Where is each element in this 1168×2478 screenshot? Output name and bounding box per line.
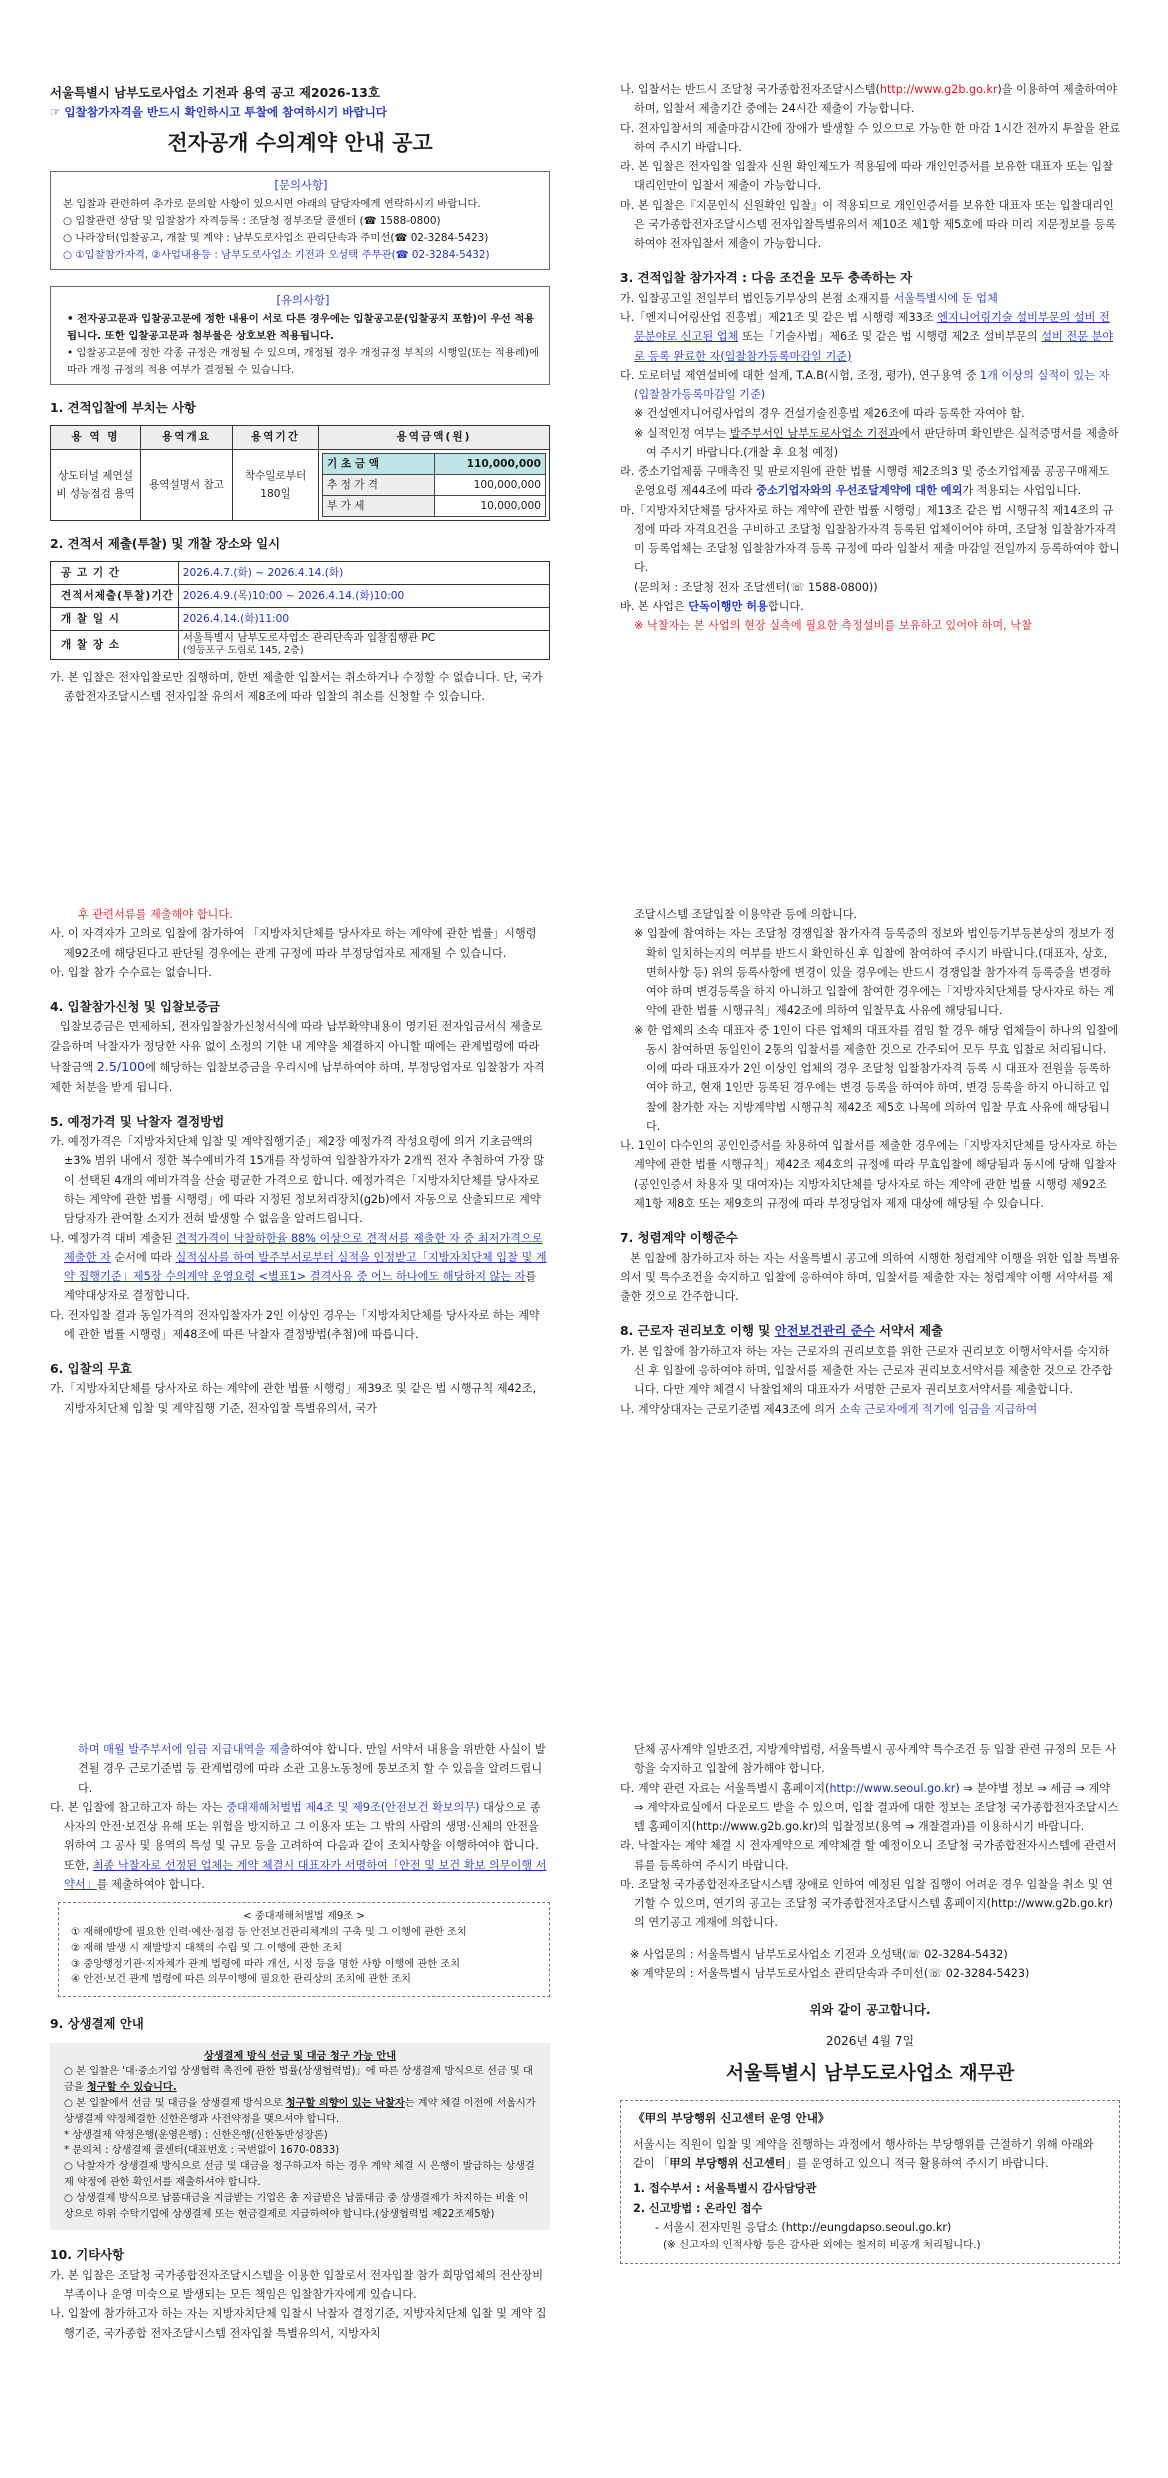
note-na-end: )을 이용하여 제출하여야 하며, 입찰서 제출기간 중에는 24시간 제출이 가능합니다. — [634, 83, 1117, 116]
s5-na — [50, 1229, 550, 1306]
safety-law-item: ③ 중앙행정기관·지자체가 관계 법령에 따라 개선, 시정 등을 명한 사항 이행에 관한 조치 — [71, 1958, 461, 1970]
s3-ba-text: 바. 본 사업은 — [620, 599, 689, 613]
s6-note1: ※ 입찰에 참여하는 자는 조달청 경쟁입찰 참가자격 등록증의 정보와 법인등기부등본상의 정보가 정확히 일치하는지의 여부를 반드시 확인하신 후 입찰에 참여하여 주시기 바랍니다.(대표자, 상호, 면허사항 등) 위의 등록사항에 변경이 있을 경우에는 반드시 경쟁입찰 참가자격 등록증을 변경하여야 하며 변경등록을 하지 아니하고 입찰에 참여한 경우에는「지방자치단체를 당사자로 하는 계약에 관한 법률 시행규칙」제42조에 의하여 입찰무효 사유에 해당됩니다. — [634, 927, 1115, 1018]
schedule-value — [178, 630, 549, 660]
s3-ga-text: 가. 입찰공고일 전일부터 법인등기부상의 본점 소재지를 — [620, 291, 894, 305]
price-table — [322, 453, 546, 518]
safety-law-box — [58, 1902, 550, 1997]
service-period: 착수일로부터 180일 — [233, 449, 319, 521]
winwin-text: ○ 본 입찰에서 선금 및 대금을 상생결제 방식으로 — [64, 2097, 286, 2109]
s4-rate: 2.5/100 — [96, 1058, 146, 1074]
s5-na-highlight: 견적가격이 낙찰하한율 88% 이상으로 견적서를 제출한 자 중 최저가격으로 제출한 자 — [64, 1231, 543, 1264]
s6-ga: 가.「지방자치단체를 당사자로 하는 계약에 관한 법률 시행령」제39조 및 같은 법 시행규칙 제42조, 지방자치단체 입찰 및 계약집행 기준, 전자입찰 특별유의서, 국가 — [50, 1382, 537, 1415]
s4-text2: 에 해당하는 입찰보증금을 우리시에 납부하여야 하며, 부정당업자로 입찰참가 자격제한 처분을 받게 됩니다. — [50, 1060, 545, 1094]
bid-notice: ☞ 입찰참가자격을 반드시 확인하시고 투찰에 참여하시기 바랍니다 — [50, 105, 388, 120]
s3-da-highlight: 1개 이상의 실적이 있는 자(입찰참가등록마감일 기준) — [634, 368, 1110, 402]
warning-continued: 후 관련서류를 제출해야 합니다. — [78, 908, 233, 921]
page2-left-column — [50, 905, 550, 1418]
section-10-title: 10. 기타사항 — [50, 2247, 125, 2263]
report-center-title: 《甲의 부당행위 신고센터 운영 안내》 — [633, 2110, 830, 2125]
col-header: 용 역 명 — [51, 425, 141, 449]
caution-row: • 전자공고문과 입찰공고문에 정한 내용이 서로 다른 경우에는 입찰공고문(입찰공지 포함)이 우선 적용됩니다. 또한 입찰공고문과 첨부물은 상호보완 적용됩니다. — [67, 312, 535, 342]
section-7-body: 본 입찰에 참가하고자 하는 자는 서울특별시 공고에 의하여 시행한 청렴계약 이행을 위한 입찰 특별유의서 및 특수조건을 숙지하고 입찰에 응하여야 하며, 입찰서를 제출한 자는 청렴계약 이행 서약서를 제출한 것으로 간주합니다. — [620, 1251, 1120, 1304]
safety-law-item: ① 재해예방에 필요한 인력·예산·점검 등 안전보건관리체계의 구축 및 그 이행에 관한 조치 — [71, 1926, 467, 1938]
s8-title-text2: 서약서 제출 — [874, 1323, 944, 1339]
s3-ma-contact: (문의처 : 조달청 전자 조달센터(☏ 1588-0800)) — [634, 580, 878, 594]
winwin-title: 상생결제 방식 선금 및 대금 청구 가능 안내 — [203, 2050, 397, 2062]
s10-ga: 가. 본 입찰은 조달청 국가종합전자조달시스템을 이용한 입찰로서 전자입찰 참가 희망업체의 전산장비 부족이나 운영 미숙으로 발생되는 모든 책임은 입찰참가자에게 있습니다. — [50, 2268, 544, 2302]
page1-left-column — [50, 82, 550, 707]
col-header: 용역개요 — [141, 425, 233, 449]
winwin-item: * 상생결제 약정은행(운영은행) : 신한은행(신한동반성장론) — [64, 2129, 328, 2141]
inquiry-title: [문의사항] — [274, 178, 328, 193]
safety-law-title: < 중대재해처벌법 제9조 > — [243, 1911, 365, 1923]
schedule-table — [50, 561, 550, 661]
col-header: 용역금액(원) — [319, 425, 550, 449]
report-privacy: (※ 신고자의 인적사항 등은 감사관 외에는 철저히 비공개 처리됩니다.) — [663, 2239, 981, 2252]
section-6-title: 6. 입찰의 무효 — [50, 1361, 132, 1377]
s3-da-text: 다. 도로터널 제연설비에 대한 설계, T.A.B(시험, 조정, 평가), 연구용역 중 — [620, 368, 980, 382]
schedule-label: 견적서제출(투찰)기간 — [51, 584, 179, 607]
s8-na-highlight: 소속 근로자에게 적기에 임금을 지급하여 — [839, 1402, 1038, 1416]
report-center-emph: 甲의 부당행위 신고센터 — [669, 2157, 786, 2171]
schedule-label: 개 찰 장 소 — [51, 630, 179, 660]
inquiry-row: ○ ①입찰참가자격, ②사업내용등 : 남부도로사업소 기전과 오성택 주무관(☎ 02-3284-5432) — [63, 248, 490, 261]
venue-address: (영등포구 도림로 145, 2층) — [182, 645, 304, 657]
caution-title: [유의사항] — [276, 293, 330, 308]
safety-law-item: ④ 안전·보건 관계 법령에 따른 의무이행에 필요한 관리상의 조치에 관한 조치 — [71, 1974, 411, 1986]
s10-da-text2: ) ⇒ 분야별 정보 ⇒ 세금 ⇒ 계약 ⇒ 계약자료실에서 다운로드 받을 수 있으며, 입찰 결과에 대한 정보는 조달청 국가종합전자조달시스템 홈페이지(http://www.g2b.go.kr)의 입찰정보(용역 ⇒ 개찰결과)를 이용하시기 바랍니다. — [634, 1781, 1119, 1834]
price-value: 10,000,000 — [434, 496, 546, 517]
report-center-text2: 」를 운영하고 있으니 적극 활용하여 주시기 바랍니다. — [785, 2157, 1049, 2171]
s3-na-text2: 또는「기술사법」제6조 및 같은 법 시행령 제2조 설비부문의 — [738, 330, 1042, 344]
s8-ga: 가. 본 입찰에 참가하고자 하는 자는 근로자의 권리보호를 위한 근로자 권리보호 이행서약서를 숙지하신 후 입찰에 응하여야 하며, 입찰서를 제출한 자는 근로자 권리보호서약서를 제출한 것으로 간주합니다. 다만 계약 체결시 낙찰업체의 대표자가 서명한 근로자 권리보호서약서를 제출합니다. — [620, 1344, 1113, 1397]
s3-da — [620, 366, 1120, 405]
s5-na-text: 나. 예정가격 대비 계출된 — [50, 1231, 176, 1245]
s8-da-highlight: 중대재해처벌법 제4조 및 제9조(안전보건 확보의무) — [226, 1800, 480, 1814]
seoul-link[interactable]: http://www.seoul.go.kr — [829, 1781, 956, 1795]
s8-da-text2: 대상으로 종사자의 안전·보건상 유해 또는 위험을 방지하고 그 이용자 또는 그 밖의 사람의 생명·신체의 안전을 위하여 그 공사 및 용역의 특성 및 규모 등을 고려하여 다음과 같이 조치사항을 이행하여야 합니다. 또한, — [64, 1800, 541, 1872]
s3-ba-warning: ※ 낙찰자는 본 사업의 현장 실측에 필요한 측정설비를 보유하고 있어야 하며, 낙찰 — [634, 619, 1032, 633]
s3-ra-highlight: 중소기업자와의 우선조달계약에 대한 예외 — [756, 484, 963, 498]
section-1-title: 1. 견적입찰에 부치는 사항 — [50, 400, 196, 416]
s6-note2: ※ 한 업체의 소속 대표자 중 1인이 다른 업체의 대표자를 겸임 할 경우 해당 업체들이 하나의 입찰에 동시 참여하면 동일인이 2통의 입찰서를 제출한 것으로 간주되어 모두 무효 입찰로 처리됩니다. 이에 따라 대표자가 2인 이상인 업체의 경우 조달청 입찰참가자격 등록 시 대표자 전원을 등록하여야 하고, 현재 1인만 등록된 경우에는 변경 등록을 하여야 하며, 변경 등록을 하지 아니하고 입찰에 참가한 자는 지방계약법 시행규칙 제42조 제5호 나목에 의하여 입찰 무효 사유에 해당됩니다. — [634, 1023, 1119, 1133]
price-cell — [319, 449, 550, 521]
s10-da-text: 다. 계약 관련 자료는 서울특별시 홈페이지( — [620, 1781, 830, 1795]
s5-na-text3: 를 계약대상자로 결정합니다. — [64, 1270, 537, 1303]
contact-contract: ※ 계약문의 : 서울특별시 남부도로사업소 관리단속과 주미선(☏ 02-3284-5423) — [630, 1966, 1030, 1980]
price-label: 기 초 금 액 — [323, 453, 435, 474]
section-2-note-ga: 가. 본 입찰은 전자입찰로만 집행하며, 한번 제출한 입찰서는 취소하거나 수정할 수 없습니다. 단, 국가종합전자조달시스템 전자입찰 유의서 제8조에 따라 입찰의 취소를 신청할 수 있습니다. — [50, 671, 543, 704]
price-label: 부 가 세 — [323, 496, 435, 517]
note-na — [620, 80, 1120, 119]
note-da: 다. 전자입찰서의 제출마감시간에 장애가 발생할 수 있으므로 가능한 한 마감 1시간 전까지 투찰을 완료하여 주시기 바랍니다. — [620, 121, 1120, 154]
service-name: 상도터널 제연설비 성능점검 용역 — [51, 449, 141, 521]
s3-da-note2-text: ※ 실적인정 여부는 — [634, 426, 730, 440]
winwin-payment-box — [50, 2043, 550, 2231]
s6-na: 나. 1인이 다수인의 공인인증서를 차용하여 입찰서를 제출한 경우에는「지방자치단체를 당사자로 하는 계약에 관한 법률 시행규칙」제42조 제4호의 규정에 따라 무효입찰에 해당됨과 동시에 당해 입찰자(공인인증서 차용자 및 대여자)는 지방자치단체를 당사자로 하는 계약에 관한 법률 시행령 제92조 제1항 제8호 또는 제9호의 규정에 따라 부정당업자 제재 대상에 해당될 수 있습니다. — [620, 1139, 1117, 1210]
s3-ra — [620, 462, 1120, 501]
section-5-title: 5. 예정가격 및 낙찰자 결정방법 — [50, 1113, 225, 1129]
section-4-title: 4. 입찰참가신청 및 입찰보증금 — [50, 999, 220, 1015]
s3-ga — [620, 289, 1120, 308]
page3-left-column — [50, 1740, 550, 2343]
s10-ma: 마. 조달청 국가종합전자조달시스템 장애로 인하여 예정된 입찰 집행이 어려운 경우 입찰을 취소 및 연기할 수 있으며, 연기의 공고는 조달청 국가종합전자조달시스템 홈페이지(http://www.g2b.go.kr)의 연기공고 게재에 의합니다. — [620, 1877, 1113, 1930]
inquiry-intro: 본 입찰과 관련하여 추가로 문의할 사항이 있으시면 아래의 담당자에게 연락하시기 바랍니다. — [63, 197, 481, 210]
report-url[interactable]: - 서울시 전자민원 응답소 (http://eungdapso.seoul.go.kr) — [655, 2220, 952, 2234]
inquiry-row: ○ 나라장터(입찰공고, 개찰 및 계약 : 남부도로사업소 관리단속과 주미선(☎ 02-3284-5423) — [63, 231, 489, 244]
g2b-link[interactable]: http://www.g2b.go.kr — [879, 83, 998, 96]
page1-right-column — [620, 80, 1120, 636]
s3-na-highlight: 엔지니어링기술 설비부문의 설비 전문분야로 신고된 업체 — [634, 310, 1110, 344]
note-a: 아. 입찰 참가 수수료는 없습니다. — [50, 965, 212, 979]
notice-date: 2026년 4월 7일 — [825, 2033, 915, 2048]
s3-da-note2 — [620, 424, 1120, 463]
s5-na-text2: 순서에 따라 — [110, 1250, 176, 1264]
s3-ma: 마.「지방자치단체를 당사자로 하는 계약에 관한 법률 시행령」제13조 같은 법 시행규칙 제14조의 규정에 따라 자격요건을 구비하고 조달청 입찰참가자격 등록된 업체이어야 하며, 조달청 입찰참가자격 미 등록업체는 조달청 입찰참가자격 등록 규정에 따라 입찰서 제출 마감일 전일까지 등록하여야 합니다. — [620, 503, 1120, 575]
price-value: 100,000,000 — [434, 474, 546, 495]
venue-line: 서울특별시 남부도로사업소 관리단속과 입찰집행관 PC — [182, 631, 436, 644]
s8-continued-text: 하여야 합니다. 만일 서약서 내용을 위반한 사실이 발견될 경우 근로기준법 등 관계법령에 따라 소관 고용노동청에 통보조치 할 수 있음을 알려드립니다. — [78, 1743, 546, 1795]
s8-na — [620, 1400, 1120, 1419]
report-center-box — [620, 2100, 1120, 2264]
s3-da-note2-ul: 발주부서인 남부도로사업소 기전과 — [729, 426, 899, 440]
s3-da-note1: ※ 건설엔지니어링사업의 경우 건설기술진흥법 제26조에 따라 등록한 자여야 함. — [634, 407, 1025, 421]
service-table — [50, 425, 550, 522]
s8-da-highlight2: 최종 낙찰자로 선정된 업체는 계약 체결시 대표자가 서명하여「안전 및 보건 확보 의무이행 서약서」 — [64, 1858, 547, 1891]
note-na-text: 나. 입찰서는 반드시 조달청 국가종합전자조달시스템( — [620, 83, 880, 96]
col-header: 용역기간 — [233, 425, 319, 449]
caution-box — [50, 286, 550, 385]
s10-ra: 라. 낙찰자는 계약 체결 시 전자계약으로 계약체결 할 예정이오니 조달청 국가종합전자시스템에 관련서류를 등록하여 주시기 바랍니다. — [620, 1839, 1117, 1872]
note-sa: 사. 이 자격자가 고의로 입찰에 참가하여 「지방자치단체를 당사자로 하는 계약에 관한 법률」시행령 제92조에 해당된다고 판단될 경우에는 관계 규정에 따라 부정당업자로 제재될 수 있습니다. — [50, 927, 537, 960]
schedule-label: 개 찰 일 시 — [51, 607, 179, 630]
schedule-value: 2026.4.14.(화)11:00 — [178, 607, 549, 630]
s3-ba — [620, 597, 1120, 616]
report-center-body — [633, 2135, 1107, 2174]
report-dept: 1. 접수부서 : 서울특별시 감사담당관 — [633, 2182, 817, 2196]
schedule-value: 2026.4.7.(화) ~ 2026.4.14.(화) — [178, 561, 549, 584]
winwin-text2: 는 계약 체결 이전에 서울시가 상생결제 약정체결한 신한은행과 사전약정을 맺으셔야 합니다. — [64, 2097, 536, 2125]
s4-text: 입찰보증금은 면제하되, 전자입찰참가신청서식에 따라 납부확약내용이 명기된 전자입금서식 제출로 갈음하며 낙찰자가 정당한 사유 없이 소정의 기한 내 계약을 체결하지 아니할 때에는 관계법령에 따라 낙찰금액 — [50, 1020, 543, 1074]
section-3-title: 3. 견적입찰 참가자격 : 다음 조건을 모두 충족하는 자 — [620, 270, 913, 286]
s8-da-text3: 를 제출하여야 합니다. — [96, 1877, 205, 1891]
doc-number: 서울특별시 남부도로사업소 기전과 용역 공고 제2026-13호 — [50, 85, 380, 100]
s3-ra-text: 라. 중소기업제품 구매촉진 및 판로지원에 관한 법률 시행령 제2조의3 및 중소기업제품 공공구매제도 운영요령 제44조에 따라 — [620, 465, 1110, 498]
safety-law-item: ② 재해 발생 시 재발방지 대책의 수립 및 그 이행에 관한 조치 — [71, 1942, 343, 1954]
s10-na: 나. 입찰에 참가하고자 하는 자는 지방자치단체 입찰시 낙찰자 결정기준, 지방자치단체 입찰 및 계약 집행기준, 국가종합 전자조달시스템 전자입찰 특별유의서, 지방자치 — [50, 2307, 547, 2340]
service-overview: 용역설명서 참고 — [141, 449, 233, 521]
s8-title-highlight: 안전보건관리 준수 — [774, 1323, 875, 1339]
winwin-text: ○ 본 입찰은 '대·중소기업 상생협력 촉진에 관한 법률(상생협력법)」에 따른 상생결제 방식으로 선금 및 대금을 — [64, 2066, 533, 2094]
s8-continued — [50, 1740, 550, 1798]
winwin-item — [64, 2096, 536, 2128]
price-value: 110,000,000 — [434, 453, 546, 474]
s3-ba-highlight: 단독이행만 허용 — [688, 599, 768, 613]
report-center-text: 서울시는 직원이 입찰 및 계약을 진행하는 과정에서 행사하는 부당행위를 근절하기 위해 아래와 같이 「 — [633, 2137, 1094, 2171]
s3-ga-highlight: 서울특별시에 둔 업체 — [893, 291, 998, 305]
note-ma: 마. 본 입찰은『지문인식 신원확인 입찰』이 적용되므로 개인인증서를 보유한 대표자 또는 입찰대리인은 국가종합전자조달시스템 전자입찰특별유의서 제10조 제1항 제5호에 따라 미리 지문정보를 등록하여야 전자입찰서 제출이 가능합니다. — [620, 198, 1116, 251]
winwin-item: * 문의처 : 상생결제 콜센터(대표번호 : 국번없이 1670-0833) — [64, 2145, 340, 2157]
inquiry-box — [50, 171, 550, 270]
contact-business: ※ 사업문의 : 서울특별시 남부도로사업소 기전과 오성택(☏ 02-3284-5432) — [630, 1947, 1008, 1961]
winwin-emph: 청구할 의향이 있는 낙찰자 — [285, 2097, 405, 2109]
schedule-value: 2026.4.9.(목)10:00 ~ 2026.4.14.(화)10:00 — [178, 584, 549, 607]
s3-ra-text2: 가 적용되는 사업입니다. — [962, 484, 1082, 498]
note-ra: 라. 본 입찰은 전자입찰 입찰자 신원 확인제도가 적용됨에 따라 개인인증서를 보유한 대표자 또는 입찰 대리인만이 입찰서 제출이 가능합니다. — [620, 160, 1113, 193]
page3-right-column — [620, 1740, 1120, 2264]
report-method: 2. 신고방법 : 온라인 접수 — [633, 2201, 763, 2215]
s3-na-highlight2: 설비 전문 분야로 등록 완료한 자(입찰참가등록마감일 기준) — [634, 330, 1114, 363]
price-label: 추 정 가 격 — [323, 474, 435, 495]
page2-right-column — [620, 905, 1120, 1419]
page-title: 전자공개 수의계약 안내 공고 — [167, 131, 433, 156]
s10-da — [620, 1779, 1120, 1837]
s5-na-highlight2: 실적심사를 하여 발주부서로부터 실적을 인정받고「지방자치단체 입찰 및 계약 집행기준」제5장 수의계약 운영요령 <별표1> 결격사유 중 어느 하나에도 해당하지 않는 자 — [64, 1250, 547, 1284]
s8-title-text: 8. 근로자 권리보호 이행 및 — [620, 1323, 775, 1339]
section-8-title — [620, 1320, 1120, 1341]
winwin-item: ○ 낙찰자가 상생결제 방식으로 선금 및 대금을 청구하고자 하는 경우 계약 체결 시 은행이 발급하는 상생결제 약정에 관한 확인서를 제출하셔야 합니다. — [64, 2161, 535, 2189]
caution-row: • 입찰공고문에 정한 각종 규정은 개정될 수 있으며, 개정될 경우 개정규정 부칙의 시행일(또는 적용례)에 따라 개정 규정의 적용 여부가 결정될 수 있습니다. — [67, 346, 540, 376]
section-4-body — [50, 1017, 550, 1096]
s10-continued: 단체 공사계약 일반조건, 지방계약법령, 서울특별시 공사계약 특수조건 등 입찰 관련 규정의 모든 사항을 숙지하고 입찰에 참가해야 합니다. — [634, 1743, 1117, 1776]
s8-da-text: 다. 본 입찰에 참고하고자 하는 자는 — [50, 1800, 227, 1814]
s3-na — [620, 308, 1120, 366]
s8-da — [50, 1798, 550, 1894]
s3-da-note2-text2: 에서 판단하며 확인받은 실적증명서를 제출하여 주시기 바랍니다.(개찰 후 요청 예정) — [646, 426, 1119, 459]
closing-statement: 위와 같이 공고합니다. — [809, 2002, 931, 2018]
s5-da: 다. 전자입찰 결과 동일가격의 전자입찰자가 2인 이상인 경우는「지방자치단체를 당사자로 하는 계약에 관한 법률 시행령」제48조에 따른 낙찰자 결정방법(추첨)에 따릅니다. — [50, 1308, 540, 1341]
s8-na-text: 나. 계약상대자는 근로기준법 제43조에 의거 — [620, 1402, 840, 1416]
section-2-title: 2. 견적서 제출(투찰) 및 개찰 장소와 일시 — [50, 536, 281, 552]
s3-na-text: 나.「엔지니어링산업 진흥법」제21조 및 같은 법 시행령 제33조 — [620, 310, 938, 324]
winwin-emph: 청구할 수 있습니다. — [86, 2082, 177, 2094]
s6-continued: 조달시스템 조달입찰 이용약관 등에 의합니다. — [634, 908, 858, 921]
s3-ba-text2: 합니다. — [767, 599, 804, 613]
winwin-item: ○ 상생결제 방식으로 납품대금을 지급받는 기업은 총 지급받은 납품대금 중 상생결제가 차지하는 비율 이상으로 하위 수탁기업에 상생결제 또는 현금결제로 지급하여야 합니다.(상생협력법 제22조제5항) — [64, 2192, 529, 2220]
issuer: 서울특별시 남부도로사업소 재무관 — [725, 2062, 1015, 2085]
section-9-title: 9. 상생결제 안내 — [50, 2016, 144, 2032]
s8-continued-highlight: 하며 매월 발주부서에 임금 지급내역을 제출 — [78, 1743, 291, 1756]
winwin-item — [64, 2064, 536, 2096]
s5-ga: 가. 예정가격은「지방자치단체 입찰 및 계약집행기준」제2장 예정가격 작성요령에 의거 기초금액의 ±3% 범위 내에서 정한 복수예비가격 15개를 작성하여 입찰참가자가 2개씩 전자 추첨하여 가장 많이 선택된 4개의 예비가격을 산술 평균한 가격으로 합니다. 예정가격은「지방자치단체를 당사자로 하는 계약에 관한 법률 시행령」에 따라 지정된 정보처리장치(g2b)에서 자동으로 산출되므로 계약담당자가 관여할 소지가 전혀 발생할 수 없음을 알려드립니다. — [50, 1135, 545, 1226]
schedule-label: 공 고 기 간 — [51, 561, 179, 584]
inquiry-row: ○ 입찰관련 상담 및 입찰참가 자격등록 : 조달청 정부조달 콜센터 (☎ 1588-0800) — [63, 214, 441, 227]
section-7-title: 7. 청렴계약 이행준수 — [620, 1230, 738, 1246]
